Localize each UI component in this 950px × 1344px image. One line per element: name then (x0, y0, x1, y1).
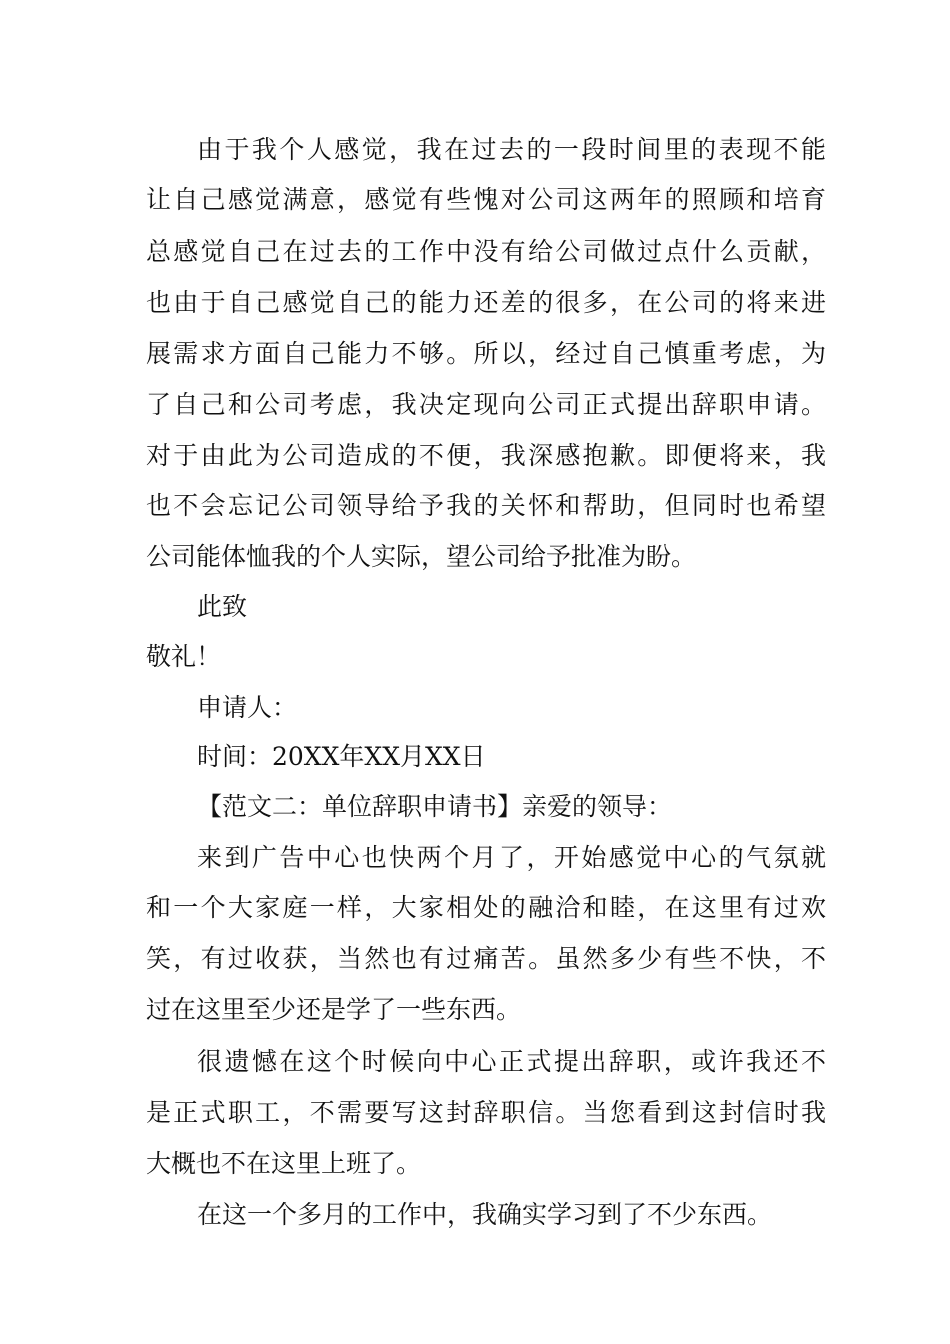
paragraph-line: 很遗憾在这个时候向中心正式提出辞职，或许我还不 (197, 1047, 826, 1076)
paragraph-line: 过在这里至少还是学了一些东西。 (146, 995, 522, 1024)
paragraph-line: 对于由此为公司造成的不便，我深感抱歉。即便将来，我 (146, 441, 826, 470)
paragraph-line: 公司能体恤我的个人实际，望公司给予批准为盼。 (146, 542, 697, 571)
paragraph-line: 在这一个多月的工作中，我确实学习到了不少东西。 (197, 1200, 773, 1229)
closing-regards: 敬礼！ (146, 642, 222, 671)
paragraph-line: 让自己感觉满意，感觉有些愧对公司这两年的照顾和培育 (146, 185, 826, 214)
closing-salutation: 此致 (197, 592, 248, 621)
date-line: 时间：20XX年XX月XX日 (197, 742, 486, 771)
paragraph-line: 也不会忘记公司领导给予我的关怀和帮助，但同时也希望 (146, 491, 826, 520)
paragraph-line: 来到广告中心也快两个月了，开始感觉中心的气氛就 (197, 843, 826, 872)
section-heading: 【范文二：单位辞职申请书】亲爱的领导： (197, 792, 673, 821)
paragraph-line: 大概也不在这里上班了。 (146, 1149, 422, 1178)
paragraph-line: 了自己和公司考虑，我决定现向公司正式提出辞职申请。 (146, 390, 826, 419)
paragraph-line: 笑，有过收获，当然也有过痛苦。虽然多少有些不快，不 (146, 944, 826, 973)
paragraph-line: 和一个大家庭一样，大家相处的融洽和睦，在这里有过欢 (146, 893, 826, 922)
paragraph-line: 展需求方面自己能力不够。所以，经过自己慎重考虑，为 (146, 339, 826, 368)
paragraph-line: 也由于自己感觉自己的能力还差的很多，在公司的将来进 (146, 288, 826, 317)
applicant-label: 申请人： (197, 693, 298, 722)
paragraph-line: 是正式职工，不需要写这封辞职信。当您看到这封信时我 (146, 1098, 826, 1127)
paragraph-line: 总感觉自己在过去的工作中没有给公司做过点什么贡献， (146, 237, 826, 266)
paragraph-line: 由于我个人感觉，我在过去的一段时间里的表现不能 (197, 135, 826, 164)
